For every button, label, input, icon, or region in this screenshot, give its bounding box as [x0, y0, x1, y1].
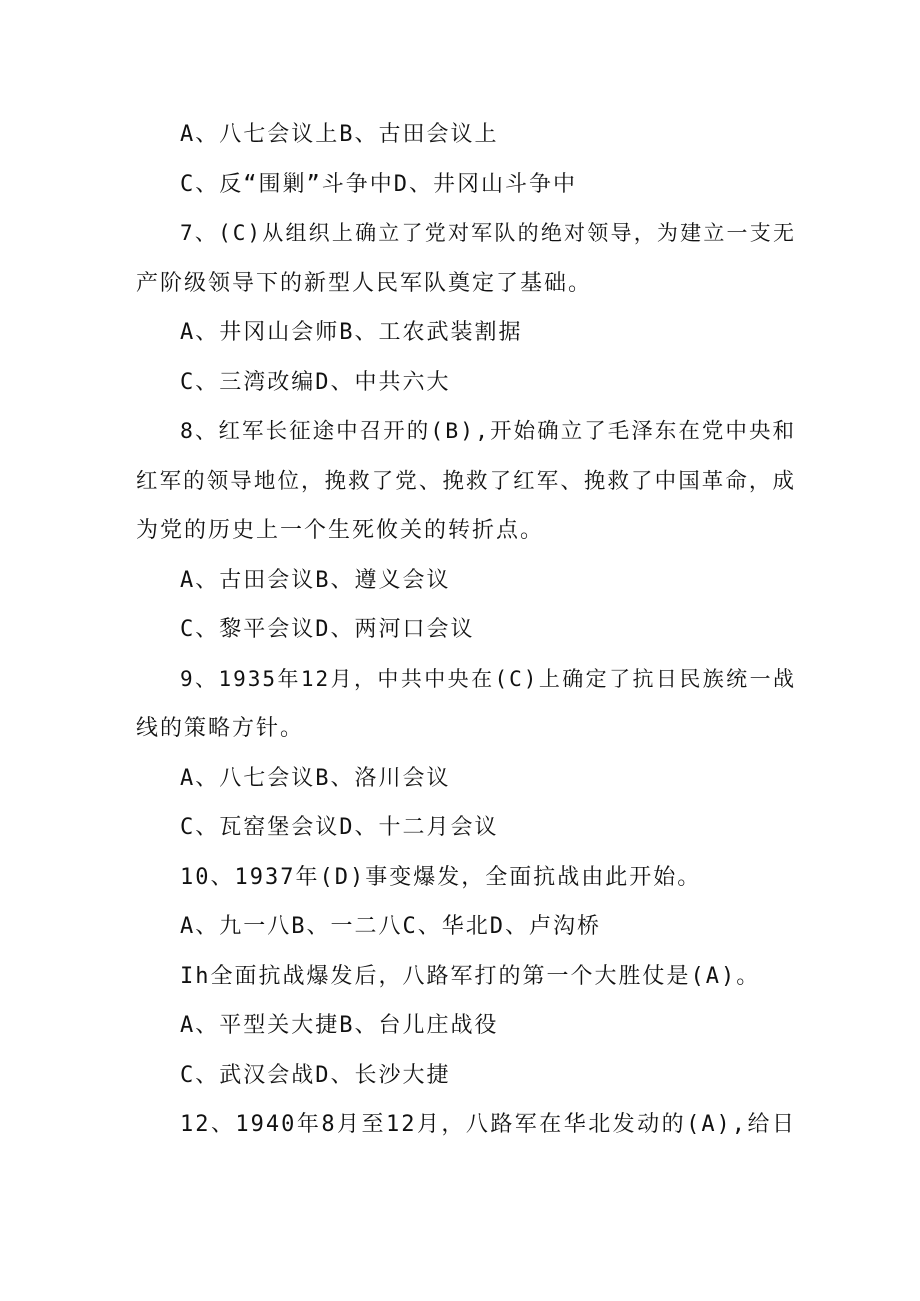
answer-options-line: C、反“围剿”斗争中D、井冈山斗争中	[180, 171, 577, 197]
question-9-continuation: 线的策略方针。	[136, 716, 305, 741]
answer-options-line: A、古田会议B、遵义会议	[180, 567, 451, 593]
question-7-line: 7、(C)从组织上确立了党对军队的绝对领导，为建立一支无	[180, 221, 796, 245]
answer-options-line: C、三湾改编D、中共六大	[180, 369, 451, 395]
document-body	[136, 110, 796, 1150]
answer-options-line: A、平型关大捷B、台儿庄战役	[180, 1013, 499, 1038]
question-8-line: 8、红军长征途中召开的(B),开始确立了毛泽东在党中央和	[180, 419, 796, 444]
answer-options-line: C、武汉会战D、长沙大捷	[180, 1062, 451, 1088]
answer-options-line: A、八七会议B、洛川会议	[180, 765, 451, 791]
answer-options-line: A、九一八B、一二八C、华北D、卢沟桥	[180, 914, 601, 939]
question-11-line: Ih全面抗战爆发后，八路军打的第一个大胜仗是(A)。	[180, 963, 761, 989]
question-9-line: 9、1935年12月，中共中央在(C)上确定了抗日民族统一战	[180, 666, 796, 691]
question-8-continuation: 为党的历史上一个生死攸关的转折点。	[136, 518, 545, 543]
answer-options-line: A、井冈山会师B、工农武装割据	[180, 320, 523, 345]
question-10-line: 10、1937年(D)事变爆发，全面抗战由此开始。	[180, 864, 702, 890]
question-8-continuation: 红军的领导地位，挽救了党、挽救了红军、挽救了中国革命，成	[136, 468, 796, 494]
answer-options-line: C、瓦窑堡会议D、十二月会议	[180, 815, 499, 840]
answer-options-line: C、黎平会议D、两河口会议	[180, 617, 475, 642]
answer-options-line: A、八七会议上B、古田会议上	[180, 122, 499, 147]
question-7-continuation: 产阶级领导下的新型人民军队奠定了基础。	[136, 270, 593, 296]
question-12-line: 12、1940年8月至12月，八路军在华北发动的(A),给日	[180, 1112, 796, 1137]
